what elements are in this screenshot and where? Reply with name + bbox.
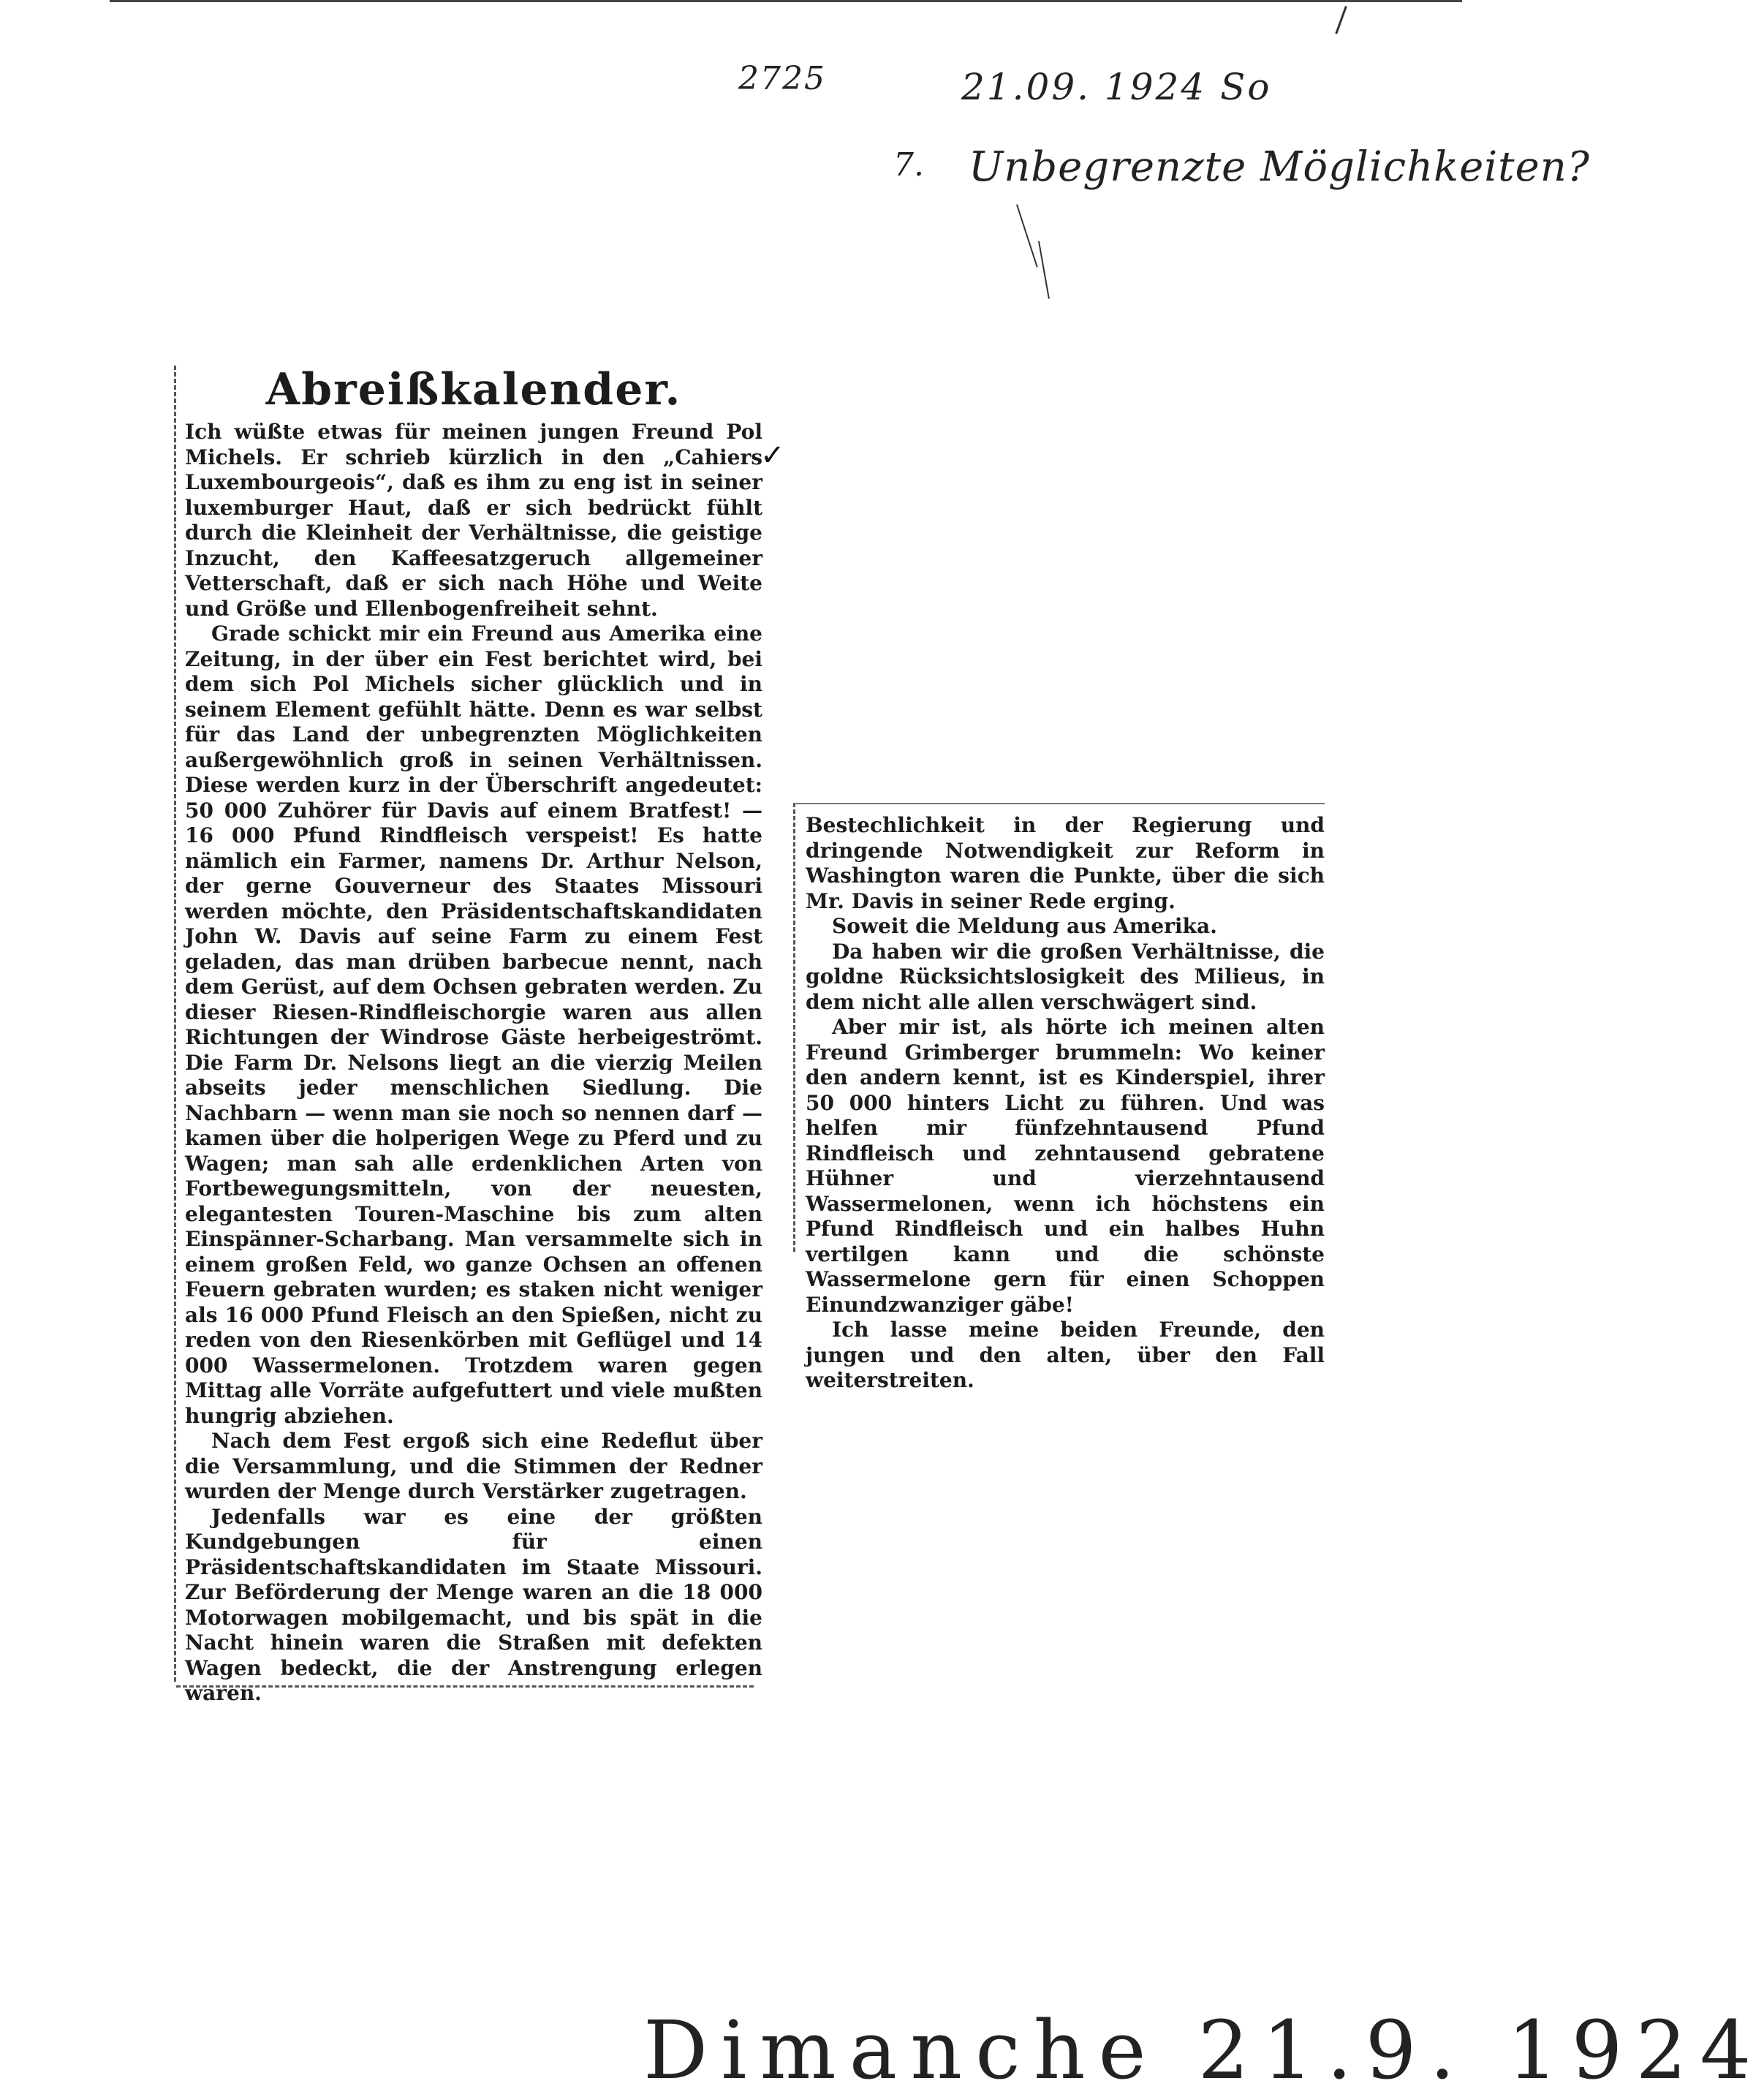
- clipping-cut-line: [176, 1685, 754, 1688]
- pen-stroke: [1016, 204, 1038, 267]
- article-paragraph: Aber mir ist, als hörte ich meinen alten Freund Grimberger brummeln: Wo keiner den andern kennt, ist es Kinderspiel, ihrer 50 000 hinters Licht zu führen. Und was helfen mir fünfzehntausend Pfund Rindfleisch und zehntausend gebratene Hühner und vierzehntausend Wassermelonen, wenn ich höchstens ein Pfund Rindfleisch und ein halbes Huhn vertilgen kann und die schönste Wassermelone gern für einen Schoppen Einundzwanziger gäbe!: [806, 1015, 1325, 1317]
- handwritten-date: 21.09. 1924 So: [961, 66, 1272, 108]
- newspaper-clipping-left: [174, 364, 762, 1705]
- article-paragraph: Soweit die Meldung aus Amerika.: [832, 914, 1217, 938]
- pen-stroke: [1335, 6, 1347, 34]
- article-paragraph: Grade schickt mir ein Freund aus Amerika eine Zeitung, in der über ein Fest berichtet wird, bei dem sich Pol Michels sicher glücklich und in seinem Element gefühlt hätte. Denn es war selbst für das Land der unbegrenzten Möglichkeiten außergewöhnlich groß in seinen Verhältnissen. Diese werden kurz in der Überschrift angedeutet: 50 000 Zuhörer für Davis auf einem Bratfest! — 16 000 Pfund Rindfleisch verspeist! Es hatte nämlich ein Farmer, namens Dr. Arthur Nelson, der gerne Gouverneur des Staates Missouri werden möchte, den Präsidentschaftskandidaten John W. Davis auf seine Farm zu einem Fest geladen, das man drüben barbecue nennt, nach dem Gerüst, auf dem Ochsen gebraten werden. Zu dieser Riesen-Rindfleischorgie waren aus allen Richtungen der Windrose Gäste herbeigeströmt. Die Farm Dr. Nelsons liegt an die vierzig Meilen abseits jeder menschlichen Siedlung. Die Nachbarn — wenn man sie noch so nennen darf — kamen über die holperigen Wege zu Pferd und zu Wagen; man sah alle erdenklichen Arten von Fortbewegungsmitteln, von der neuesten, elegantesten Touren-Maschine bis zum alten Einspänner-Scharbang. Man versammelte sich in einem großen Feld, wo ganze Ochsen an offenen Feuern gebraten wurden; es staken nicht weniger als 16 000 Pfund Fleisch an den Spießen, nicht zu reden von den Riesenkörben mit Geflügel und 14 000 Wassermelonen. Trotzdem waren gegen Mittag alle Vorräte aufgefuttert und viele mußten hungrig abziehen.: [185, 621, 762, 1428]
- article-title: Abreißkalender.: [265, 364, 682, 415]
- handwritten-title: Unbegrenzte Möglichkeiten?: [969, 143, 1590, 191]
- handwritten-footer-date: Dimanche 21.9. 1924: [643, 2003, 1764, 2097]
- handwritten-item-number: 7.: [893, 146, 924, 184]
- check-mark-icon: ✓: [760, 439, 785, 472]
- article-paragraph: Jedenfalls war es eine der größten Kundgebungen für einen Präsidentschaftskandidaten im Staate Missouri. Zur Beförderung der Menge waren an die 18 000 Motorwagen mobilgemacht, und bis spät in die Nacht hinein waren die Straßen mit defekten Wagen bedeckt, die der Anstrengung erlegen waren.: [185, 1504, 762, 1705]
- page-top-edge: [110, 0, 1462, 7]
- pen-stroke: [1038, 241, 1050, 299]
- article-paragraph: Da haben wir die großen Verhältnisse, die goldne Rücksichtslosigkeit des Milieus, in dem nicht alle allen verschwägert sind.: [806, 939, 1325, 1014]
- newspaper-clipping-right: [793, 803, 1325, 1392]
- archive-number: 2725: [738, 60, 826, 97]
- article-paragraph: Nach dem Fest ergoß sich eine Redeflut über die Versammlung, und die Stimmen der Redner wurden der Menge durch Verstärker zugetragen.: [185, 1429, 762, 1503]
- article-paragraph: Ich lasse meine beiden Freunde, den jungen und den alten, über den Fall weiterstreiten.: [806, 1318, 1325, 1392]
- article-paragraph: Bestechlichkeit in der Regierung und dringende Notwendigkeit zur Reform in Washington waren die Punkte, über die sich Mr. Davis in seiner Rede erging.: [806, 813, 1325, 913]
- article-paragraph: Ich wüßte etwas für meinen jungen Freund Pol Michels. Er schrieb kürzlich in den „Cahiers Luxembourgeois“, daß es ihm zu eng ist in seiner luxemburger Haut, daß er sich bedrückt fühlt durch die Kleinheit der Verhältnisse, die geistige Inzucht, den Kaffeesatzgeruch allgemeiner Vetterschaft, daß er sich nach Höhe und Weite und Größe und Ellenbogenfreiheit sehnt.: [185, 420, 762, 621]
